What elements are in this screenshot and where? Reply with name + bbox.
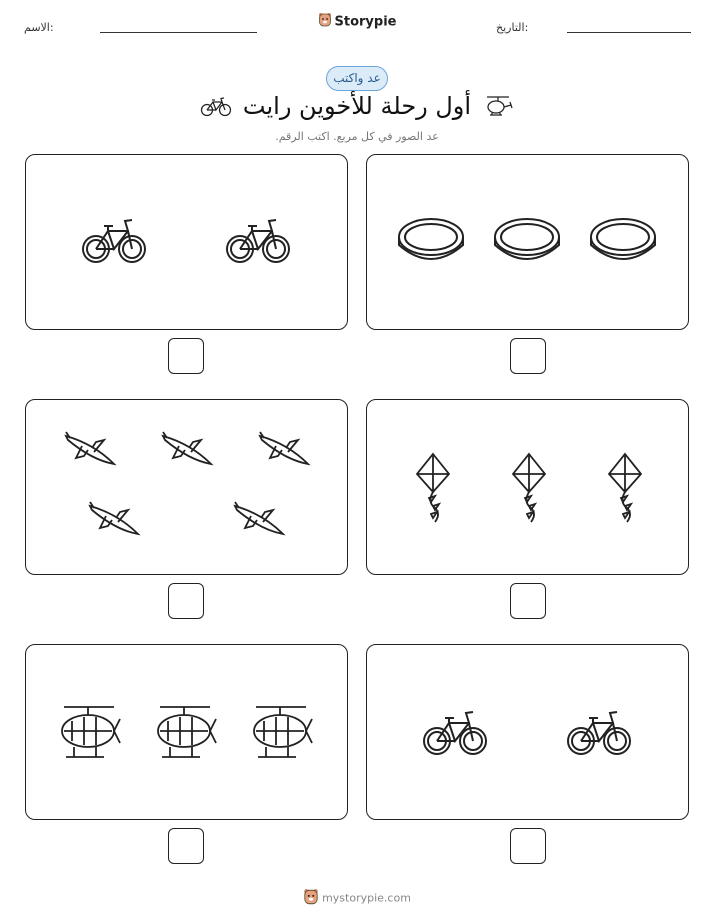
airplane-icon [161,430,213,472]
count-panel-coins [366,154,689,330]
footer-url[interactable]: mystorypie.com [322,891,411,905]
answer-box[interactable] [510,338,546,374]
answer-box[interactable] [510,583,546,619]
count-panel-helicopters [25,644,348,820]
instruction-text: عد الصور في كل مربع. اكتب الرقم. [275,130,439,143]
count-panel-bicycles-left [25,154,348,330]
answer-box[interactable] [168,828,204,864]
kite-icon [413,452,453,524]
kite-icon [509,452,549,524]
coin-icon [589,215,657,267]
helicopter-icon [154,701,220,765]
bear-logo-icon [303,888,319,909]
activity-badge: عد واكتب [326,66,388,91]
kite-icon [605,452,645,524]
bicycle-icon [567,707,631,759]
coin-icon [493,215,561,267]
bicycle-icon [82,215,146,267]
count-panel-airplanes [25,399,348,575]
count-panel-kites [366,399,689,575]
answer-box[interactable] [510,828,546,864]
date-label: التاريخ: [496,21,529,34]
helicopter-icon [58,701,124,765]
answer-box[interactable] [168,338,204,374]
name-label: الاسم: [24,21,54,34]
page-title: أول رحلة للأخوين رايت [242,92,472,120]
helicopter-icon [250,701,316,765]
airplane-icon [233,500,285,542]
bear-logo-icon [318,12,332,32]
answer-box[interactable] [168,583,204,619]
footer [0,888,714,909]
name-field[interactable] [100,32,257,33]
bicycle-icon [423,707,487,759]
airplane-icon [258,430,310,472]
coin-icon [397,215,465,267]
bicycle-icon [226,215,290,267]
airplane-icon [64,430,116,472]
count-panel-bicycles-right [366,644,689,820]
helicopter-icon [482,94,514,120]
date-field[interactable] [567,32,691,33]
brand-name: Storypie [334,14,397,30]
airplane-icon [88,500,140,542]
brand-logo [0,12,714,32]
